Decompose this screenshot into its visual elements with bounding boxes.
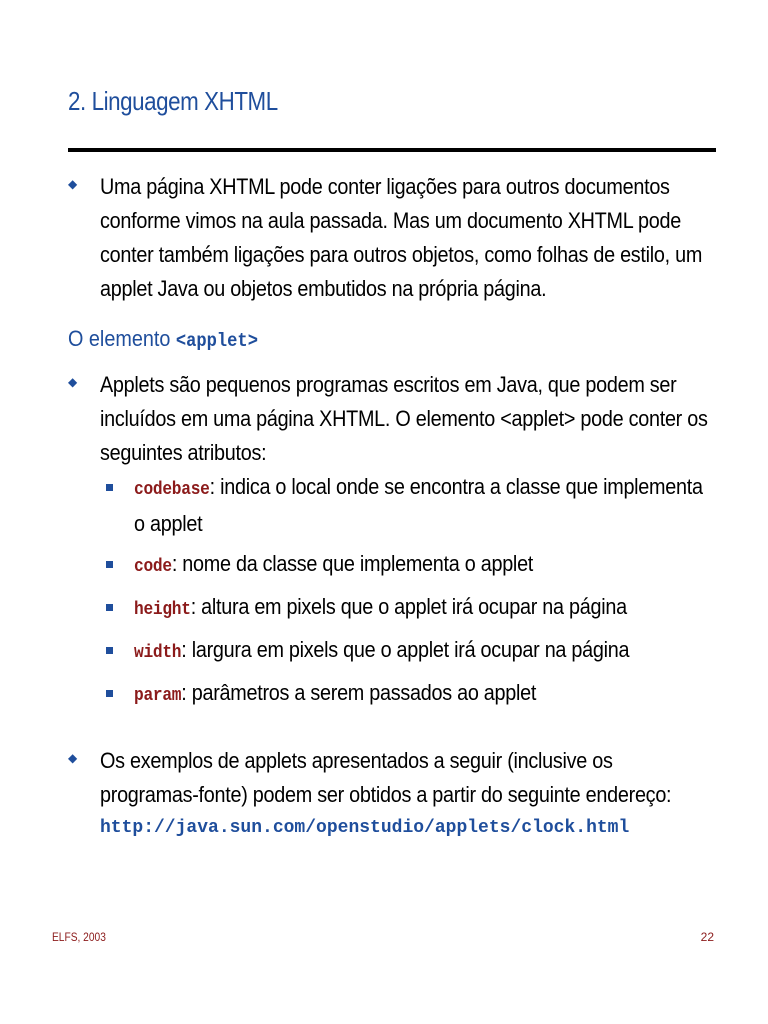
attribute-item-code (100, 547, 720, 584)
square-bullet-icon (106, 561, 113, 568)
bullet-examples-text: Os exemplos de applets apresentados a seguir (inclusive os programas-fonte) podem ser obtidos a partir do seguinte endereço: (100, 748, 672, 807)
attribute-list (100, 470, 720, 713)
attribute-item-codebase (100, 470, 720, 541)
applet-url-link[interactable]: http://java.sun.com/openstudio/applets/clock.html (100, 818, 630, 838)
attribute-name: height (134, 600, 191, 620)
attribute-name: code (134, 557, 172, 577)
attribute-name: width (134, 643, 182, 663)
attribute-item-param (100, 676, 720, 713)
title-divider (68, 148, 716, 152)
footer-page-number: 22 (700, 930, 714, 944)
attribute-description: : largura em pixels que o applet irá ocupar na página (181, 637, 630, 662)
attribute-description: : nome da classe que implementa o applet (171, 551, 534, 576)
section-heading (68, 326, 258, 352)
bullet-applets-text: Applets são pequenos programas escritos em Java, que podem ser incluídos em uma página XHTML. O elemento <applet> pode conter os seguintes atributos: (100, 372, 708, 465)
attribute-description: : parâmetros a serem passados ao applet (181, 680, 537, 705)
section-heading-label: O elemento (68, 326, 176, 351)
attribute-item-width (100, 633, 720, 670)
attribute-description: : indica o local onde se encontra a classe que implementa o applet (134, 474, 703, 536)
bullet-intro (68, 170, 708, 306)
square-bullet-icon (106, 647, 113, 654)
diamond-bullet-icon: ◆ (68, 751, 78, 765)
attribute-name: param (134, 686, 182, 706)
attribute-name: codebase (134, 480, 210, 500)
bullet-examples (68, 744, 708, 812)
footer-author: ELFS, 2003 (52, 930, 106, 944)
bullet-applets (68, 368, 708, 470)
bullet-intro-text: Uma página XHTML pode conter ligações para outros documentos conforme vimos na aula passada. Mas um documento XHTML pode conter também ligações para outros objetos, como folhas de estilo, um applet Java ou objetos embutidos na própria página. (100, 174, 703, 301)
diamond-bullet-icon: ◆ (68, 375, 78, 389)
attribute-item-height (100, 590, 720, 627)
square-bullet-icon (106, 690, 113, 697)
square-bullet-icon (106, 484, 113, 491)
square-bullet-icon (106, 604, 113, 611)
attribute-description: : altura em pixels que o applet irá ocupar na página (190, 594, 627, 619)
slide-title: 2. Linguagem XHTML (68, 86, 278, 116)
diamond-bullet-icon: ◆ (68, 177, 78, 191)
section-heading-code: <applet> (175, 330, 258, 352)
